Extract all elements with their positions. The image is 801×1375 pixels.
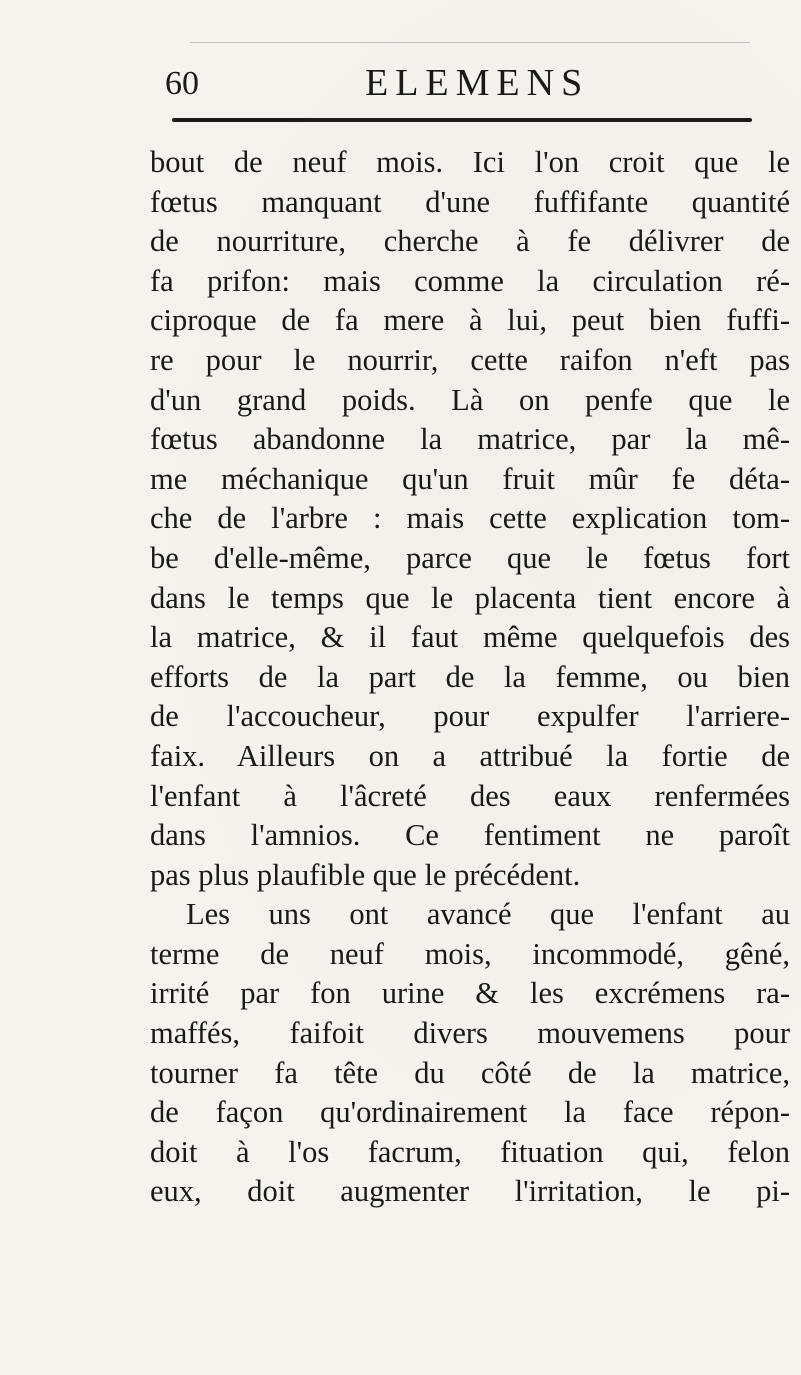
text-line: che de l'arbre : mais cette explication tom- xyxy=(150,501,790,536)
text-line: me méchanique qu'un fruit mûr fe déta- xyxy=(150,461,790,496)
running-head xyxy=(165,62,801,110)
text-line: fœtus abandonne la matrice, par la mê- xyxy=(150,422,790,457)
text-line: efforts de la part de la femme, ou bien xyxy=(150,659,790,694)
text-line: de nourriture, cherche à fe délivrer de xyxy=(150,224,790,259)
text-line: pas plus plaufible que le précédent. xyxy=(150,857,581,892)
text-line: fœtus manquant d'une fuffifante quantité xyxy=(150,184,790,219)
text-line: ciproque de fa mere à lui, peut bien fuffi- xyxy=(150,303,790,338)
text-line: l'enfant à l'âcreté des eaux renfermées xyxy=(150,778,790,813)
text-line: fa prifon: mais comme la circulation ré- xyxy=(150,263,790,298)
text-line: be d'elle-même, parce que le fœtus fort xyxy=(150,540,790,575)
text-line: la matrice, & il faut même quelquefois des xyxy=(150,620,790,655)
text-line: faix. Ailleurs on a attribué la fortie de xyxy=(150,738,790,773)
text-line: de façon qu'ordinairement la face répon- xyxy=(150,1095,790,1130)
text-line: bout de neuf mois. Ici l'on croit que le xyxy=(150,145,790,179)
text-line: d'un grand poids. Là on penfe que le xyxy=(150,382,790,417)
text-line: re pour le nourrir, cette raifon n'eft pas xyxy=(150,342,790,377)
page-number: 60 xyxy=(165,65,199,102)
text-line: eux, doit augmenter l'irritation, le pi- xyxy=(150,1174,790,1209)
text-line: irrité par fon urine & les excrémens ra- xyxy=(150,976,790,1011)
text-line: maffés, faifoit divers mouvemens pour xyxy=(150,1016,790,1051)
body-text xyxy=(150,143,790,1212)
running-title: ELEMENS xyxy=(365,62,590,104)
text-line: Les uns ont avancé que l'enfant au xyxy=(186,897,790,932)
header-rule xyxy=(172,118,752,122)
text-line: de l'accoucheur, pour expulfer l'arriere- xyxy=(150,699,790,734)
text-line: tourner fa tête du côté de la matrice, xyxy=(150,1055,790,1090)
page-edge-rule xyxy=(190,42,750,43)
text-line: dans le temps que le placenta tient encore à xyxy=(150,580,790,615)
text-line: terme de neuf mois, incommodé, gêné, xyxy=(150,936,790,971)
text-line: dans l'amnios. Ce fentiment ne paroît xyxy=(150,818,790,853)
text-line: doit à l'os facrum, fituation qui, felon xyxy=(150,1134,790,1169)
